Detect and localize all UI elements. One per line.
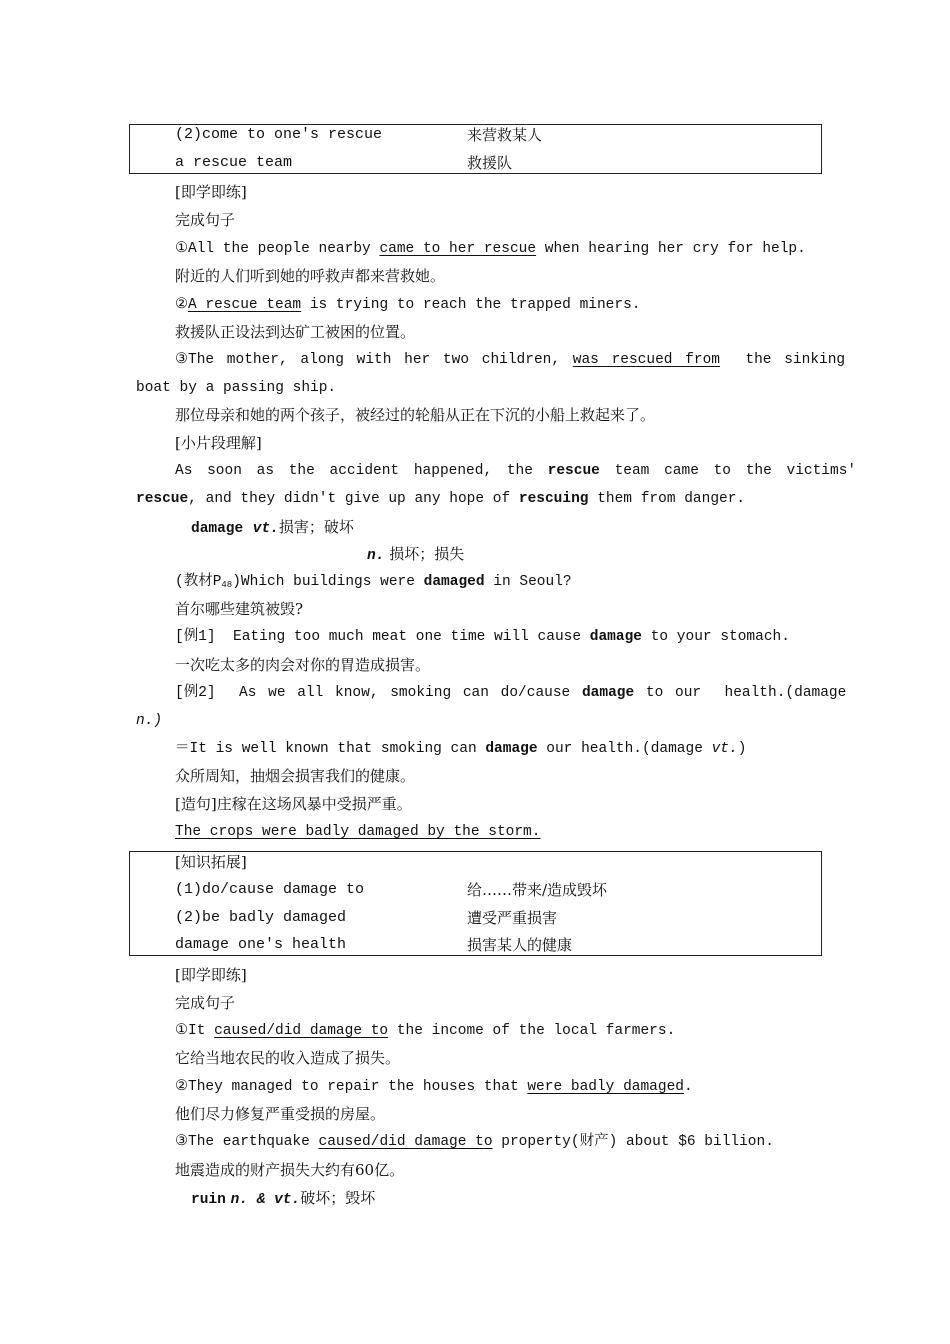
section-heading: [小片段理解] [175,434,262,452]
exercise-sentence: ①It caused/did damage to the income of the local farmers. [175,1023,676,1039]
example-sentence-cont: n.) [136,713,163,729]
passage-line: As soon as the accident happened, the rescue team came to the victims' [175,463,857,479]
phrase-meaning: 来营救某人 [467,126,543,144]
phrase-text: (2)come to one's rescue [175,126,383,143]
phrase-meaning: 损害某人的健康 [467,936,573,954]
phrase-meaning: 救援队 [467,154,513,172]
textbook-sentence: (教材$P_{48})Which$ buildings were damaged in Seoul? [175,574,572,590]
phrase-text: damage one's health [175,936,347,953]
phrase-text: (2)be badly damaged [175,909,347,926]
translation: 那位母亲和她的两个孩子，被经过的轮船从正在下沉的小船上救起来了。 [175,406,656,424]
task-label: 完成句子 [175,211,236,229]
exercise-sentence: ①All the people nearby came to her rescue when hearing her cry for help. [175,241,806,257]
vocab-entry: damage vt.损害；破坏 [191,518,354,537]
answer-text: were badly damaged [527,1079,684,1095]
vocab-entry: ruin n. & vt.破坏；毁坏 [191,1189,376,1208]
translation: 地震造成的财产损失大约有60亿。 [175,1161,405,1179]
exercise-sentence-cont: boat by a passing ship. [136,380,337,396]
section-heading: [知识拓展] [175,853,247,871]
task-label: 完成句子 [175,994,236,1012]
vocab-entry-sense: n. 损坏；损失 [367,545,465,564]
translation: 众所周知，抽烟会损害我们的健康。 [175,767,416,785]
translation: 救援队正设法到达矿工被困的位置。 [175,323,416,341]
phrase-text: (1)do/cause damage to [175,881,365,898]
translation: 一次吃太多的肉会对你的胃造成损害。 [175,656,431,674]
exercise-sentence: ③The earthquake caused/did damage to property(财产) about $6 billion. [175,1134,774,1150]
answer-text: The crops were badly damaged by the storm. [175,824,541,840]
translation: 附近的人们听到她的呼救声都来营救她。 [175,267,446,285]
example-alt-sentence: ＝It is well known that smoking can damage our health.(damage vt.) [175,741,747,757]
exercise-sentence: ②A rescue team is trying to reach the trapped miners. [175,297,641,313]
section-heading: [即学即练] [175,966,247,984]
passage-line: rescue, and they didn't give up any hope of rescuing them from danger. [136,491,746,507]
section-heading: [即学即练] [175,183,247,201]
phrase-text: a rescue team [175,154,293,171]
answer-text: caused/did damage to [214,1023,389,1039]
translation: 他们尽力修复严重受损的房屋。 [175,1105,386,1123]
translation: 它给当地农民的收入造成了损失。 [175,1049,401,1067]
translation: 首尔哪些建筑被毁? [175,600,304,618]
phrase-meaning: 遭受严重损害 [467,909,558,927]
answer-text: caused/did damage to [318,1134,493,1150]
phrase-meaning: 给……带来/造成毁坏 [467,881,608,899]
exercise-sentence: ③The mother, along with her two children, was rescued from the sinking [175,352,846,368]
answer-text: came to her rescue [379,241,537,257]
example-sentence: [例1] Eating too much meat one time will cause damage to your stomach. [175,629,790,645]
answer-text: A rescue team [188,297,302,313]
exercise-sentence: ②They managed to repair the houses that were badly damaged. [175,1079,693,1095]
answer-text: was rescued from [572,352,720,368]
example-sentence: [例2] As we all know, smoking can do/cause damage to our health.(damage [175,685,847,701]
make-sentence-prompt: [造句]庄稼在这场风暴中受损严重。 [175,795,412,813]
